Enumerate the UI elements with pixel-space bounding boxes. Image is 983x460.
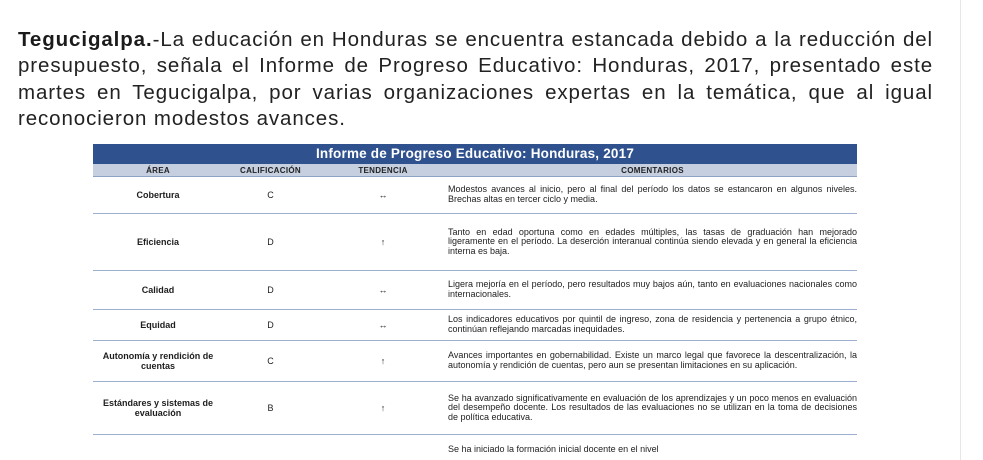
- comment-cell: Avances importantes en gobernabilidad. Existe un marco legal que favorece la descentralización, la autonomía y rendición de cuentas, pero aun se presentan limitaciones en su aplicación.: [448, 341, 857, 382]
- up-arrow-icon: ↑: [318, 214, 448, 271]
- article-body-text: -La educación en Honduras se encuentra estancada debido a la reducción del presupuesto, señala el Informe de Progreso Educativo: Honduras, 2017, presentado este martes en Tegucigalpa, por varias organizaciones expertas en la temática, que al igual reconocieron modestos avances.: [18, 27, 933, 130]
- table-row: [93, 341, 857, 382]
- report-table: [93, 144, 857, 460]
- report-table-image: [93, 144, 857, 460]
- header-grade: CALIFICACIÓN: [223, 164, 318, 177]
- area-cell: Calidad: [93, 271, 223, 310]
- up-arrow-icon: ↑: [318, 382, 448, 435]
- report-table-header-row: [93, 164, 857, 177]
- grade-cell: D: [223, 271, 318, 310]
- area-cell: Autonomía y rendición de cuentas: [93, 341, 223, 382]
- article-lead-paragraph: [18, 27, 933, 133]
- sidebar-divider: [960, 0, 961, 460]
- table-row: [93, 382, 857, 435]
- comment-cell: Los indicadores educativos por quintil de ingreso, zona de residencia y pertenencia a grupo étnico, continúan reflejando marcadas inequidades.: [448, 310, 857, 341]
- table-row: [93, 435, 857, 460]
- grade-cell: D: [223, 214, 318, 271]
- area-cell: Eficiencia: [93, 214, 223, 271]
- horizontal-arrow-icon: ↔: [318, 271, 448, 310]
- trend-cell: [318, 435, 448, 460]
- grade-cell: [223, 435, 318, 460]
- grade-cell: D: [223, 310, 318, 341]
- table-row: [93, 310, 857, 341]
- table-row: [93, 177, 857, 214]
- header-comments: COMENTARIOS: [448, 164, 857, 177]
- article-dateline: Tegucigalpa.: [18, 27, 153, 51]
- comment-cell: Se ha iniciado la formación inicial docente en el nivel: [448, 435, 857, 460]
- horizontal-arrow-icon: ↔: [318, 310, 448, 341]
- comment-cell: Se ha avanzado significativamente en evaluación de los aprendizajes y un poco menos en evaluación del desempeño docente. Los resultados de las evaluaciones no se utilizan en la toma de decisiones de política educativa.: [448, 382, 857, 435]
- header-trend: TENDENCIA: [318, 164, 448, 177]
- horizontal-arrow-icon: ↔: [378, 190, 388, 200]
- table-row: [93, 214, 857, 271]
- comment-cell: Modestos avances al inicio, pero al final del período los datos se estancaron en algunos niveles. Brechas altas en tercer ciclo y media.: [448, 184, 857, 204]
- grade-cell: C: [267, 190, 274, 200]
- grade-cell: C: [223, 341, 318, 382]
- area-cell: Equidad: [93, 310, 223, 341]
- area-cell: [93, 435, 223, 460]
- area-cell: Cobertura: [136, 189, 180, 200]
- comment-cell: Ligera mejoría en el período, pero resultados muy bajos aún, tanto en evaluaciones nacionales como internacionales.: [448, 271, 857, 310]
- header-area: ÁREA: [93, 164, 223, 177]
- grade-cell: B: [223, 382, 318, 435]
- comment-cell: Tanto en edad oportuna como en edades múltiples, las tasas de graduación han mejorado ligeramente en el período. La deserción interanual continúa siendo elevada y en general la eficiencia interna es baja.: [448, 214, 857, 271]
- up-arrow-icon: ↑: [318, 341, 448, 382]
- table-row: [93, 271, 857, 310]
- area-cell: Estándares y sistemas de evaluación: [93, 382, 223, 435]
- report-table-title: Informe de Progreso Educativo: Honduras, 2017: [93, 144, 857, 164]
